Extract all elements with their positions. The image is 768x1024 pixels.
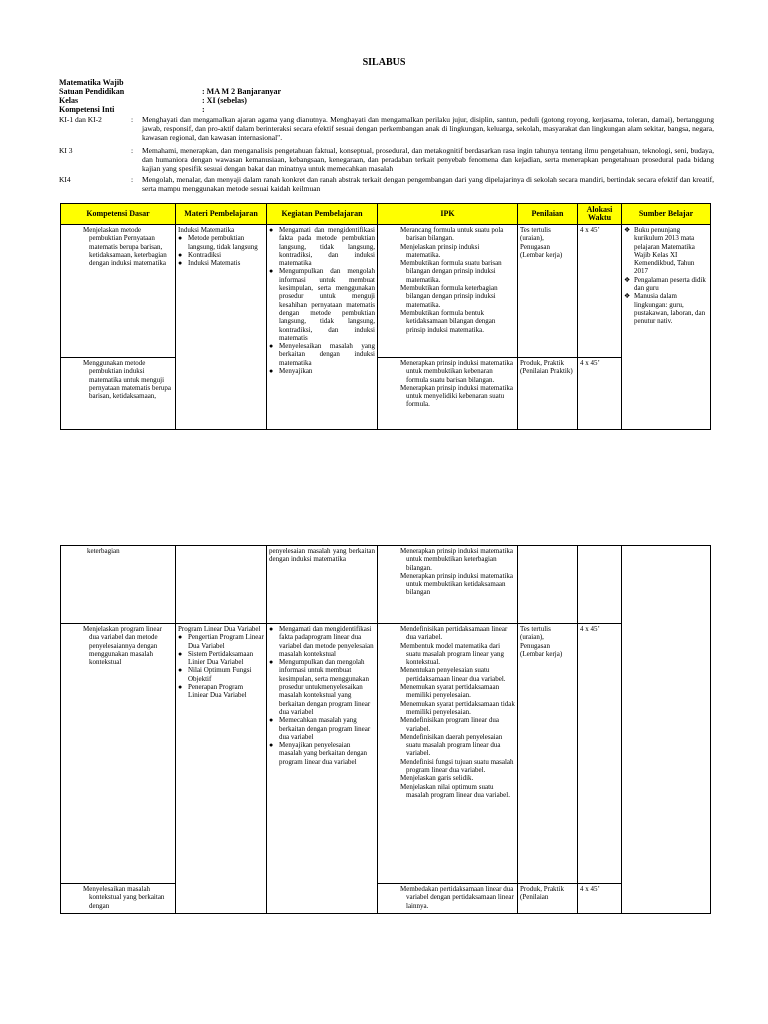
ipk-text: Mendefinisikan program linear dua variabel. bbox=[400, 716, 499, 733]
kd-number bbox=[63, 625, 83, 633]
materi-cell bbox=[176, 624, 267, 914]
ipk-text: Membentuk model matematika dari suatu masalah program linear yang kontekstual. bbox=[400, 641, 504, 667]
col-header: Materi Pembelajaran bbox=[176, 204, 267, 225]
ipk-number bbox=[380, 733, 400, 741]
kegiatan-cell bbox=[267, 225, 378, 430]
col-header: Kompetensi Dasar bbox=[61, 204, 176, 225]
subject-line bbox=[59, 78, 714, 87]
kegiatan-cell: penyelesaian masalah yang berkaitan dengan induksi matematika bbox=[267, 546, 378, 624]
ipk-item bbox=[380, 359, 515, 384]
ipk-number bbox=[380, 642, 400, 650]
kd-text: Menjelaskan metode pembuktian Pernyataan matematis berupa barisan, ketidaksamaan, keterbagian dengan induksi matematika bbox=[83, 226, 167, 268]
waktu-cell: 4 x 45’ bbox=[578, 624, 622, 884]
kd-cell bbox=[61, 546, 176, 624]
ipk-text: Menerapkan prinsip induksi matematika untuk menyelidiki kebenaran suatu formula. bbox=[400, 383, 513, 409]
school-line bbox=[59, 87, 714, 96]
kd-cell bbox=[61, 358, 176, 430]
ki-text: Menghayati dan mengamalkan ajaran agama yang dianutnya. Menghayati dan mengamalkan perilaku jujur, disiplin, santun, peduli (gotong royong, kerjasama, toleran, damai), bertanggung jawab, responsif, dan pro-aktif dalam berinteraksi secara efektif sesuai dengan perkembangan anak di lingkungan, keluarga, sekolah, masyarakat dan lingkungan alam sekitar, bangsa, negara, kawasan regional, dan kawasan internasional". bbox=[142, 115, 714, 143]
sumber-item: ❖ Manusia dalam lingkungan: guru, pustakawan, laboran, dan penutur nativ. bbox=[624, 292, 708, 325]
ki-row-2 bbox=[59, 146, 714, 176]
ipk-cell bbox=[378, 884, 518, 914]
materi-title: Program Linear Dua Variabel bbox=[178, 625, 261, 633]
col-header: Alokasi Waktu bbox=[578, 204, 622, 225]
ipk-text: Membuktikan formula keterbagian bilangan dengan prinsip induksi matematika. bbox=[400, 284, 498, 309]
ipk-cell bbox=[378, 546, 518, 624]
ipk-item bbox=[380, 226, 515, 243]
ki-heading-line bbox=[59, 105, 714, 114]
materi-item: ● Metode pembuktian langsung, tidak langsung bbox=[178, 234, 264, 251]
ipk-number bbox=[380, 226, 400, 234]
ipk-item bbox=[380, 259, 515, 284]
waktu-cell bbox=[578, 546, 622, 624]
materi-item: ● Kontradiksi bbox=[178, 251, 264, 259]
ki-label: KI 3 bbox=[59, 146, 73, 155]
penilaian-cell: Produk, Praktik (Penilaian bbox=[518, 884, 578, 914]
col-header: Kegiatan Pembelajaran bbox=[267, 204, 378, 225]
kegiatan-cell bbox=[267, 624, 378, 914]
kegiatan-item: ● Menyelesaikan masalah yang berkaitan dengan induksi matematika bbox=[269, 342, 375, 367]
ipk-cell bbox=[378, 358, 518, 430]
penilaian-cell: Tes tertulis (uraian), Penugasan (Lembar kerja) bbox=[518, 225, 578, 358]
ki-row-1 bbox=[59, 115, 714, 147]
table-row bbox=[61, 358, 711, 430]
ipk-item bbox=[380, 716, 515, 733]
kegiatan-item: ● Mengumpulkan dan mengolah informasi untuk membuat kesimpulan, serta menggunakan prosedur untukmenyelesaikan masalah kontekstual yang berkaitan dengan program linear dua variabel bbox=[269, 658, 375, 716]
kd-cell bbox=[61, 225, 176, 358]
ipk-text: Menemukan syarat pertidaksamaan memiliki penyelesaian. bbox=[400, 683, 500, 700]
ipk-item bbox=[380, 572, 515, 597]
ipk-number bbox=[380, 572, 400, 580]
table-row bbox=[61, 225, 711, 358]
table-header-row bbox=[61, 204, 711, 225]
ipk-text: Menentukan penyelesaian suatu pertidaksamaan linear dua variabel. bbox=[400, 666, 506, 683]
ki-text: Mengolah, menalar, dan menyaji dalam ranah konkret dan ranah abstrak terkait dengan pengembangan dari yang dipelajarinya di sekolah secara mandiri, bertindak secara efektif dan kreatif, serta mampu menggunakan metode sesuai kaidah keilmuan bbox=[142, 175, 714, 194]
materi-item: ● Sistem Pertidaksamaan Linier Dua Variabel bbox=[178, 650, 264, 667]
school-label: Satuan Pendidikan bbox=[59, 87, 125, 96]
ipk-text: Menjelaskan garis selidik. bbox=[400, 774, 474, 783]
document-title: SILABUS bbox=[362, 57, 406, 68]
ipk-text: Menjelaskan prinsip induksi matematika. bbox=[400, 242, 480, 259]
materi-cell bbox=[176, 225, 267, 430]
ipk-text: Mendefinisi fungsi tujuan suatu masalah program linear dua variabel. bbox=[400, 757, 514, 775]
ipk-item bbox=[380, 700, 515, 717]
ipk-number bbox=[380, 359, 400, 367]
kegiatan-item: ● Memecahkan masalah yang berkaitan dengan program linear dua variabel bbox=[269, 716, 375, 741]
ipk-item bbox=[380, 625, 515, 642]
ipk-text: Membuktikan formula bentuk ketidaksamaan bilangan dengan prinsip induksi matematika. bbox=[400, 308, 496, 334]
kegiatan-item: ● Menyajikan penyelesaian masalah yang berkaitan dengan program linear dua variabel bbox=[269, 741, 375, 766]
ipk-text: Menerapkan prinsip induksi matematika untuk membuktikan kebenaran formula suatu barisan bilangan. bbox=[400, 359, 513, 384]
ipk-number bbox=[380, 547, 400, 555]
ipk-item bbox=[380, 642, 515, 667]
ipk-item bbox=[380, 284, 515, 309]
materi-item: ● Penerapan Program Liniear Dua Variabel bbox=[178, 683, 264, 700]
ki-colon: : bbox=[131, 146, 134, 155]
ipk-cell bbox=[378, 624, 518, 884]
ipk-number bbox=[380, 243, 400, 251]
kd-number bbox=[63, 885, 83, 893]
ipk-text: Menerapkan prinsip induksi matematika untuk membuktikan keterbagian bilangan. bbox=[400, 547, 513, 572]
col-header: Sumber Belajar bbox=[622, 204, 711, 225]
kegiatan-item: ● Mengamati dan mengidentifikasi fakta padaprogram linear dua variabel dan metode penyelesaian masalah kontekstual bbox=[269, 625, 375, 658]
table-row bbox=[61, 624, 711, 884]
waktu-cell: 4 x 45’ bbox=[578, 358, 622, 430]
syllabus-table-1 bbox=[60, 203, 711, 430]
ipk-number bbox=[380, 666, 400, 674]
ki-label: KI-1 dan KI-2 bbox=[59, 115, 102, 124]
ki-heading: Kompetensi Inti bbox=[59, 105, 115, 114]
ipk-text: Mendefinisikan pertidaksamaan linear dua variabel. bbox=[400, 625, 508, 642]
waktu-cell: 4 x 45’ bbox=[578, 884, 622, 914]
ki-label: KI4 bbox=[59, 175, 71, 184]
ipk-number bbox=[380, 309, 400, 317]
class-label: Kelas bbox=[59, 96, 79, 105]
ipk-text: Menjelaskan nilai optimum suatu masalah program linear dua variabel. bbox=[400, 782, 510, 799]
ipk-text: Mendefinisikan daerah penyelesaian suatu masalah program linear dua variabel. bbox=[400, 732, 503, 758]
kd-cell bbox=[61, 624, 176, 884]
class-value: : XI (sebelas) bbox=[202, 96, 247, 105]
kd-cell bbox=[61, 884, 176, 914]
sumber-cell bbox=[622, 225, 711, 430]
ki-colon: : bbox=[131, 175, 134, 184]
ipk-item bbox=[380, 547, 515, 572]
kegiatan-item: ● Mengumpulkan dan mengolah informasi untuk membuat kesimpulan, serta menggunakan prosedur untuk menguji kesahihan pernyataan matematis dengan metode pembuktian langsung, tidak langsung, kontradiksi, dan induksi matematis bbox=[269, 267, 375, 342]
table-row bbox=[61, 884, 711, 914]
ki-heading-colon: : bbox=[202, 105, 205, 114]
ipk-number bbox=[380, 259, 400, 267]
ipk-number bbox=[380, 758, 400, 766]
kd-text: Menyelesaikan masalah kontekstual yang berkaitan dengan bbox=[83, 885, 165, 910]
ipk-cell bbox=[378, 225, 518, 358]
materi-item: ● Nilai Optimum Fungsi Objektif bbox=[178, 666, 264, 683]
ipk-item bbox=[380, 243, 515, 260]
ipk-text: Merancang formula untuk suatu pola barisan bilangan. bbox=[400, 226, 504, 243]
ipk-number bbox=[380, 774, 400, 782]
ipk-item bbox=[380, 774, 515, 782]
ipk-text: Menemukan syarat pertidaksamaan tidak memiliki penyelesaian. bbox=[400, 699, 515, 716]
ki-text: Memahami, menerapkan, dan menganalisis pengetahuan faktual, konseptual, prosedural, dan metakognitif berdasarkan rasa ingin tahunya tentang ilmu pengetahuan, teknologi, seni, budaya, dan humaniora dengan wawasan kemanusiaan, kebangsaan, kenegaraan, dan peradaban terkait penyebab fenomena dan kejadian, serta menerapkan pengetahuan prosedural pada bidang kajian yang spesifik sesuai dengan bakat dan minatnya untuk memecahkan masalah bbox=[142, 146, 714, 174]
penilaian-cell bbox=[518, 546, 578, 624]
col-header: IPK bbox=[378, 204, 518, 225]
waktu-cell: 4 x 45’ bbox=[578, 225, 622, 358]
ipk-number bbox=[380, 683, 400, 691]
kd-text: Menggunakan metode pembuktian induksi matematika untuk menguji pernyataan matematis berupa barisan, ketidaksamaan, bbox=[83, 359, 172, 401]
subject-label: Matematika Wajib bbox=[59, 78, 124, 87]
ipk-item bbox=[380, 683, 515, 700]
ipk-item bbox=[380, 384, 515, 409]
ipk-number bbox=[380, 284, 400, 292]
ipk-number bbox=[380, 783, 400, 791]
ipk-item bbox=[380, 758, 515, 775]
ipk-item bbox=[380, 666, 515, 683]
ipk-number bbox=[380, 700, 400, 708]
ipk-text: Membuktikan formula suatu barisan bilangan dengan prinsip induksi matematika. bbox=[400, 259, 502, 284]
table-row bbox=[61, 546, 711, 624]
ipk-number bbox=[380, 716, 400, 724]
ipk-item bbox=[380, 885, 515, 910]
sumber-item: ❖ Buku penunjang kurikulum 2013 mata pelajaran Matematika Wajib Kelas XI Kemendikbud, Tahun 2017 bbox=[624, 226, 708, 276]
kd-text: Menjelaskan program linear dua variabel dan metode penyelesaiannya dengan menggunakan masalah kontekstual bbox=[83, 625, 162, 667]
ipk-number bbox=[380, 885, 400, 893]
sumber-cell bbox=[622, 546, 711, 914]
ipk-text: Membedakan pertidaksamaan linear dua variabel dengan pertidaksamaan linear lainnya. bbox=[400, 885, 514, 910]
ipk-number bbox=[380, 384, 400, 392]
ki-colon: : bbox=[131, 115, 134, 124]
materi-cell bbox=[176, 546, 267, 624]
ipk-item bbox=[380, 733, 515, 758]
kegiatan-item: ● Menyajikan bbox=[269, 367, 375, 375]
school-value: : MA M 2 Banjaranyar bbox=[202, 87, 282, 96]
kd-number bbox=[63, 226, 83, 234]
materi-title: Induksi Matematika bbox=[178, 226, 235, 234]
ipk-text: Menerapkan prinsip induksi matematika untuk membuktikan ketidaksamaan bilangan bbox=[400, 571, 513, 597]
col-header: Penilaian bbox=[518, 204, 578, 225]
ki-row-3 bbox=[59, 175, 714, 195]
penilaian-cell: Tes tertulis (uraian), Penugasan (Lembar kerja) bbox=[518, 624, 578, 884]
materi-item: ● Pengertian Program Linear Dua Variabel bbox=[178, 633, 264, 650]
ipk-item bbox=[380, 783, 515, 800]
ipk-number bbox=[380, 625, 400, 633]
ipk-item bbox=[380, 309, 515, 334]
kd-number bbox=[63, 359, 83, 367]
sumber-item: ❖ Pengalaman peserta didik dan guru bbox=[624, 276, 708, 293]
materi-item: ● Induksi Matematis bbox=[178, 259, 264, 267]
kegiatan-item: ● Mengamati dan mengidentifikasi fakta pada metode pembuktian langsung, tidak langsung, kontradiksi, dan induksi matematika bbox=[269, 226, 375, 267]
kd-text: keterbagian bbox=[87, 547, 120, 555]
class-line bbox=[59, 96, 714, 105]
syllabus-table-2 bbox=[60, 545, 711, 914]
penilaian-cell: Produk, Praktik (Penilaian Praktik) bbox=[518, 358, 578, 430]
